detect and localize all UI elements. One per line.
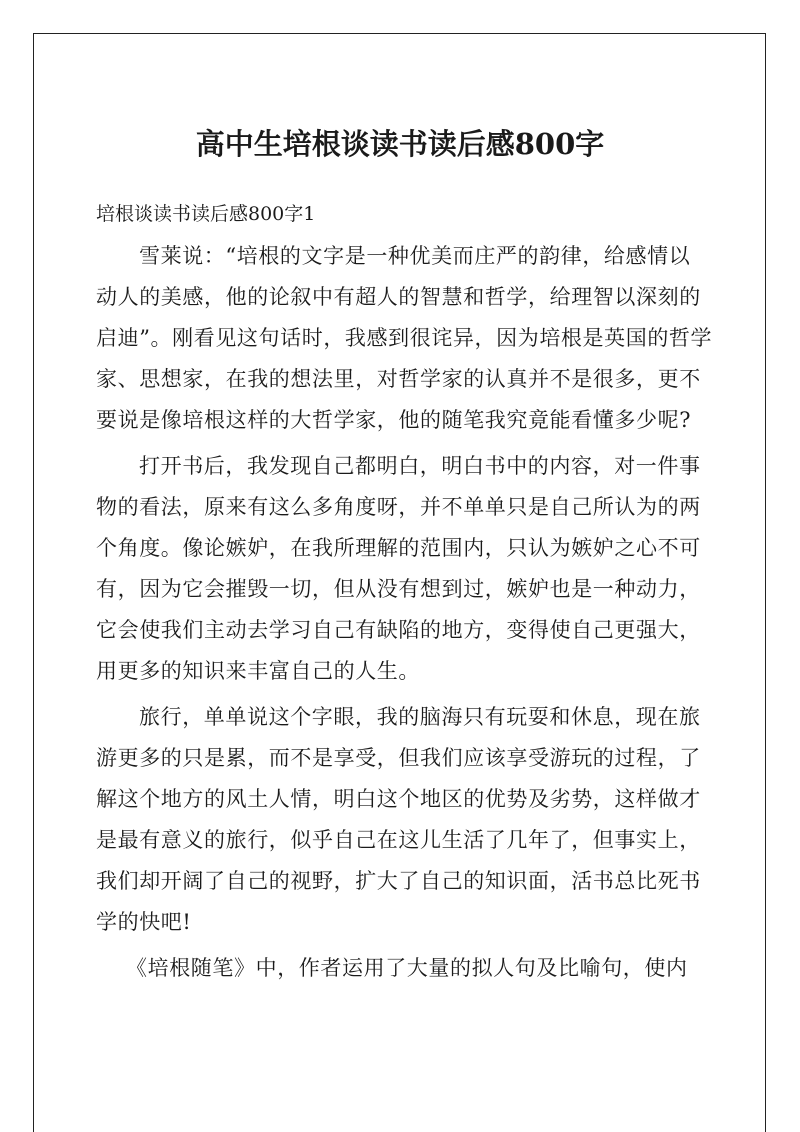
paragraph-line: 它会使我们主动去学习自己有缺陷的地方，变得使自己更强大， <box>96 618 701 642</box>
paragraph-line: 要说是像培根这样的大哲学家，他的随笔我究竟能看懂多少呢? <box>96 408 692 432</box>
paragraph-line: 打开书后，我发现自己都明白，明白书中的内容，对一件事 <box>139 454 701 478</box>
paragraph-line: 学的快吧! <box>96 910 192 934</box>
paragraph-line: 是最有意义的旅行，似乎自己在这儿生活了几年了，但事实上， <box>96 828 701 852</box>
paragraph-line: 旅行，单单说这个字眼，我的脑海只有玩耍和休息，现在旅 <box>139 705 701 729</box>
paragraph-line: 动人的美感，他的论叙中有超人的智慧和哲学，给理智以深刻的 <box>96 285 701 309</box>
paragraph-line: 物的看法，原来有这么多角度呀，并不单单只是自己所认为的两 <box>96 495 701 519</box>
paragraph-line: 《培根随笔》中，作者运用了大量的拟人句及比喻句，使内 <box>126 956 688 980</box>
document-title: 高中生培根谈读书读后感800字 <box>195 127 605 161</box>
paragraph-line: 雪莱说：“培根的文字是一种优美而庄严的韵律，给感情以 <box>139 244 691 268</box>
paragraph-line: 解这个地方的风土人情，明白这个地区的优势及劣势，这样做才 <box>96 787 701 811</box>
paragraph-line: 我们却开阔了自己的视野，扩大了自己的知识面，活书总比死书 <box>96 869 701 893</box>
paragraph-line: 用更多的知识来丰富自己的人生。 <box>96 659 420 683</box>
paragraph-line: 个角度。像论嫉妒，在我所理解的范围内，只认为嫉妒之心不可 <box>96 536 701 560</box>
paragraph-line: 家、思想家，在我的想法里，对哲学家的认真并不是很多，更不 <box>96 367 701 391</box>
paragraph-line: 有，因为它会摧毁一切，但从没有想到过，嫉妒也是一种动力， <box>96 577 701 601</box>
paragraph-line: 启迪”。刚看见这句话时，我感到很诧异，因为培根是英国的哲学 <box>96 326 713 350</box>
paragraph-line: 游更多的只是累，而不是享受，但我们应该享受游玩的过程，了 <box>96 746 701 770</box>
section-heading: 培根谈读书读后感800字1 <box>96 203 316 225</box>
